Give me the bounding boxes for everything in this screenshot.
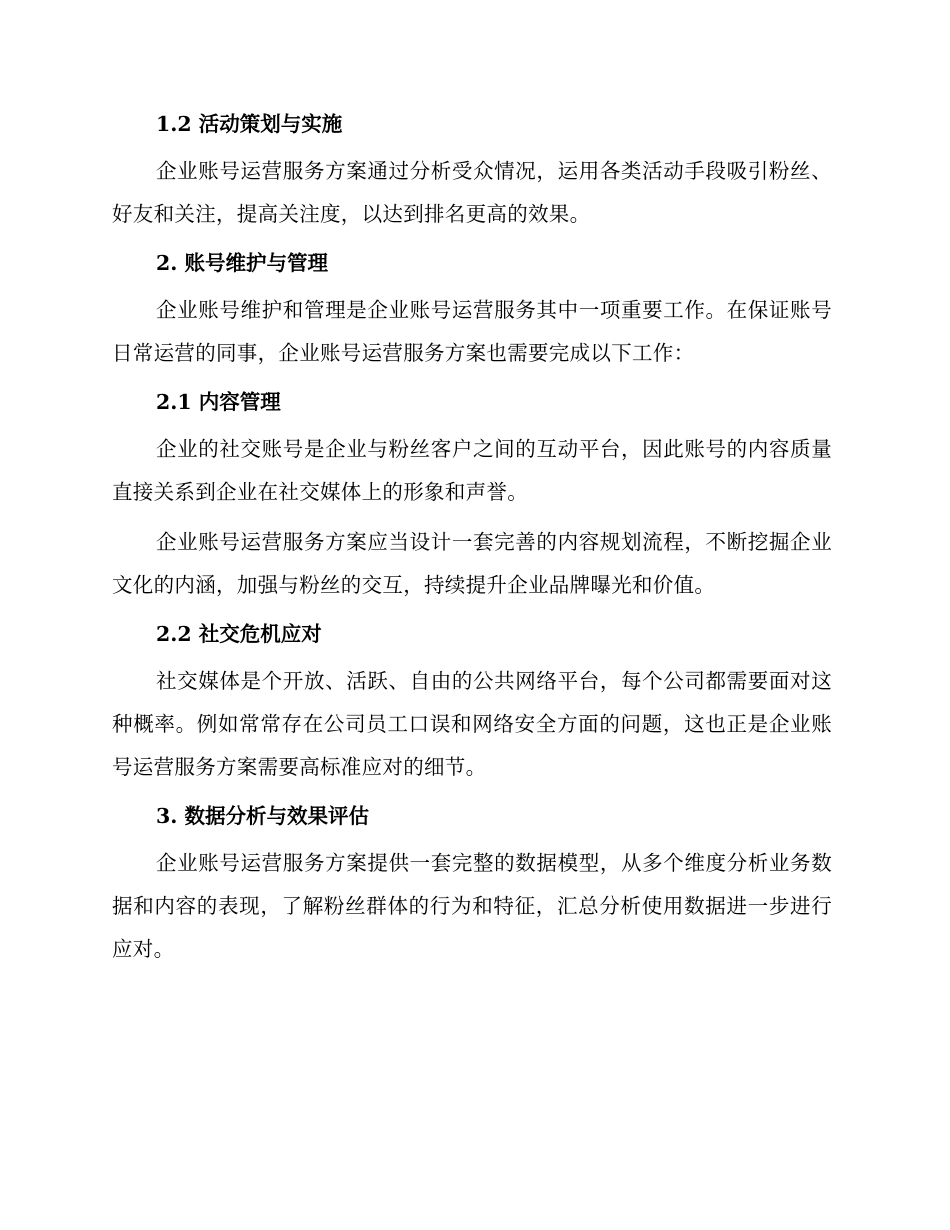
section-paragraph: 企业账号运营服务方案提供一套完整的数据模型，从多个维度分析业务数据和内容的表现，了解粉丝群体的行为和特征，汇总分析使用数据进一步进行应对。 <box>112 851 832 961</box>
section-paragraph: 企业账号维护和管理是企业账号运营服务其中一项重要工作。在保证账号日常运营的同事，企业账号运营服务方案也需要完成以下工作： <box>112 298 832 365</box>
section-heading-2-1: 2.1 内容管理 <box>156 390 281 414</box>
section-heading-2-2: 2.2 社交危机应对 <box>156 622 322 646</box>
section-paragraph: 社交媒体是个开放、活跃、自由的公共网络平台，每个公司都需要面对这种概率。例如常常存在公司员工口误和网络安全方面的问题，这也正是企业账号运营服务方案需要高标准应对的细节。 <box>112 669 832 779</box>
section-paragraph: 企业账号运营服务方案通过分析受众情况，运用各类活动手段吸引粉丝、好友和关注，提高关注度，以达到排名更高的效果。 <box>112 159 832 226</box>
section-paragraph: 企业的社交账号是企业与粉丝客户之间的互动平台，因此账号的内容质量直接关系到企业在社交媒体上的形象和声誉。 <box>112 437 832 504</box>
section-heading-2: 2. 账号维护与管理 <box>156 251 329 275</box>
section-heading-3: 3. 数据分析与效果评估 <box>156 804 370 828</box>
section-heading-1-2: 1.2 活动策划与实施 <box>156 112 343 136</box>
section-paragraph: 企业账号运营服务方案应当设计一套完善的内容规划流程，不断挖掘企业文化的内涵，加强与粉丝的交互，持续提升企业品牌曝光和价值。 <box>112 530 832 597</box>
document-page <box>112 108 832 971</box>
